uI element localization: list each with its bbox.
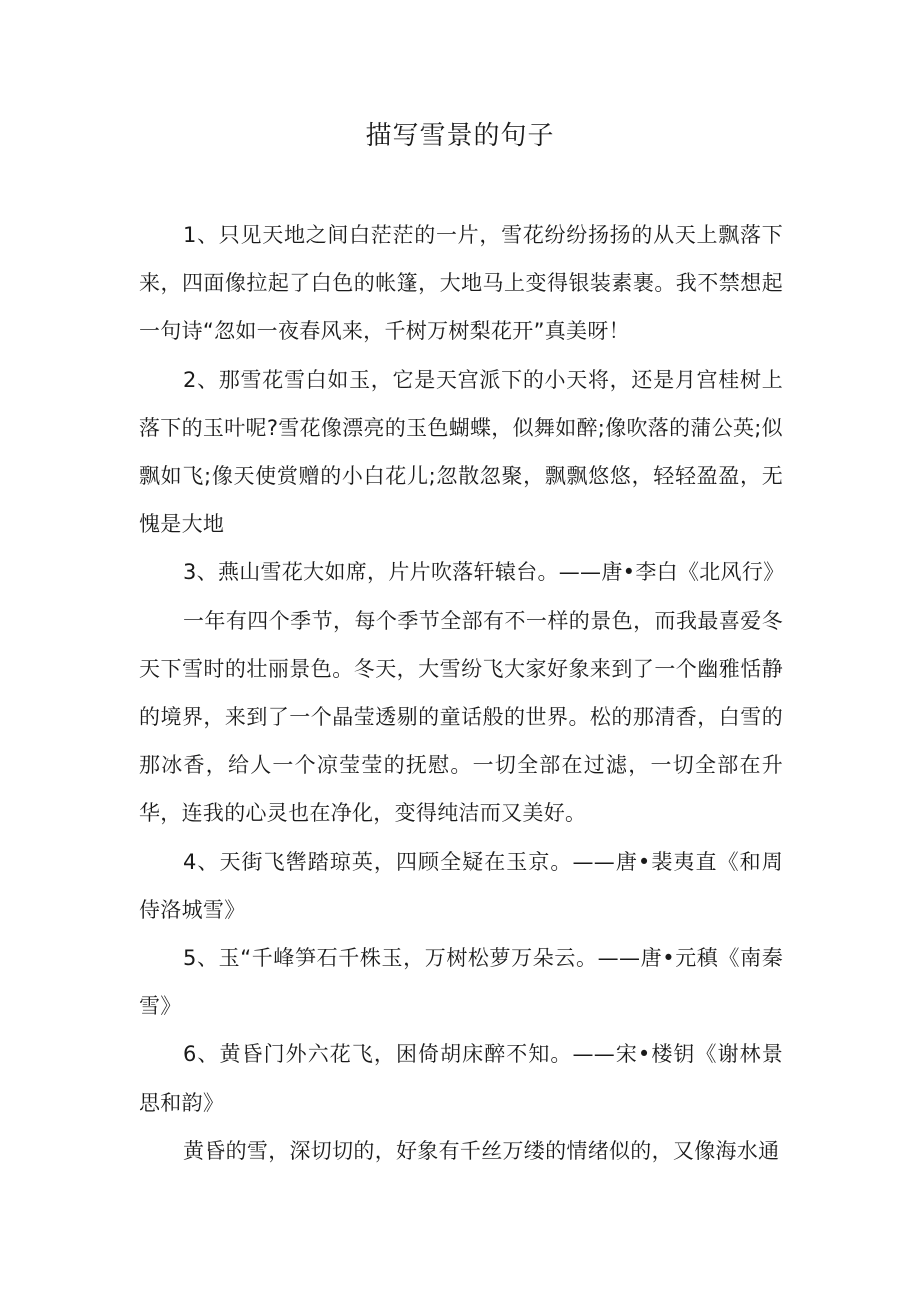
- page-title: 描写雪景的句子: [365, 121, 555, 151]
- document-body: [139, 211, 783, 1175]
- paragraph-6: 5、玉“千峰笋石千株玉，万树松萝万朵云。——唐•元稹《南秦雪》: [139, 946, 783, 1019]
- paragraph-4: 一年有四个季节，每个季节全部有不一样的景色，而我最喜爱冬天下雪时的壮丽景色。冬天，大雪纷飞大家好象来到了一个幽雅恬静的境界，来到了一个晶莹透剔的童话般的世界。松的那清香，白雪的那冰香，给人一个凉莹莹的抚慰。一切全部在过滤，一切全部在升华，连我的心灵也在净化，变得纯洁而又美好。: [139, 608, 783, 826]
- paragraph-5: 4、天街飞辔踏琼英，四顾全疑在玉京。——唐•裴夷直《和周侍洛城雪》: [139, 849, 783, 922]
- paragraph-1: 1、只见天地之间白茫茫的一片，雪花纷纷扬扬的从天上飘落下来，四面像拉起了白色的帐篷，大地马上变得银装素裹。我不禁想起一句诗“忽如一夜春风来，千树万树梨花开”真美呀！: [139, 223, 783, 344]
- paragraph-7: 6、黄昏门外六花飞，困倚胡床醉不知。——宋•楼钥《谢林景思和韵》: [139, 1042, 783, 1115]
- paragraph-2: 2、那雪花雪白如玉，它是天宫派下的小天将，还是月宫桂树上落下的玉叶呢?雪花像漂亮的玉色蝴蝶，似舞如醉;像吹落的蒲公英;似飘如飞;像天使赏赠的小白花儿;忽散忽聚，飘飘悠悠，轻轻盈盈，无愧是大地: [139, 367, 783, 537]
- paragraph-8: 黄昏的雪，深切切的，好象有千丝万缕的情绪似的，又像海水通: [183, 1138, 780, 1163]
- paragraph-3: 3、燕山雪花大如席，片片吹落轩辕台。——唐•李白《北风行》: [183, 560, 785, 585]
